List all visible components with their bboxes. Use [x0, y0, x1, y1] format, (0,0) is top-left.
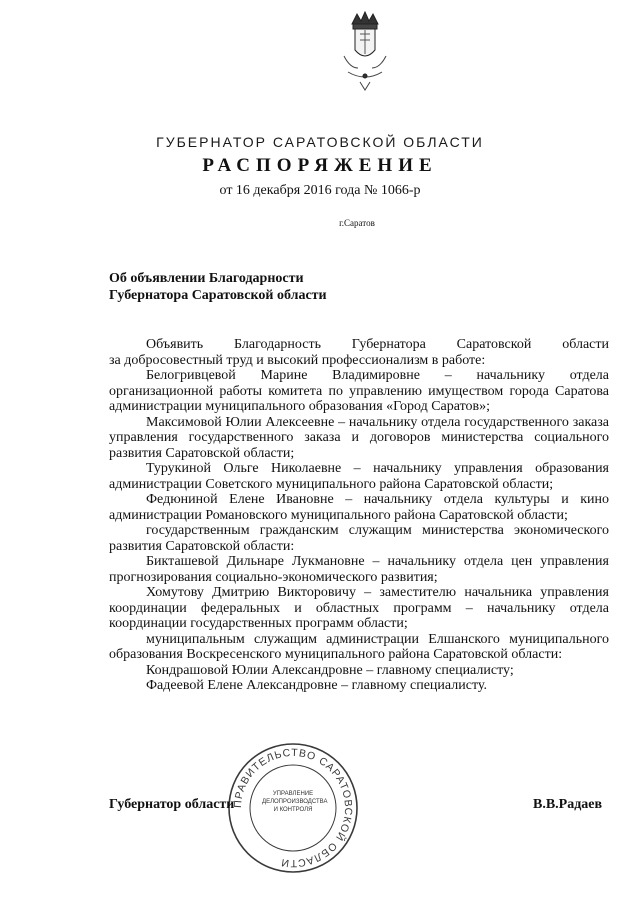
award-paragraph: Федюниной Елене Ивановне – начальнику отдела культуры и кино администрации Романовского муниципального района Саратовской области; — [109, 492, 609, 523]
document-body — [109, 337, 609, 694]
award-paragraph: Белогривцевой Марине Владимировне – начальнику отдела организационной работы комитета по управлению имуществом города Саратова администрации муниципального образования «Город Саратов»; — [109, 368, 609, 414]
subject-line: Об объявлении Благодарности — [109, 271, 304, 286]
stamp-ring-text: ПРАВИТЕЛЬСТВО САРАТОВСКОЙ ОБЛАСТИ — [231, 746, 355, 870]
award-paragraph: Максимовой Юлии Алексеевне – начальнику отдела государственного заказа управления государственного заказа и договоров министерства социального развития Саратовской области; — [109, 414, 609, 461]
award-paragraph: Бикташевой Дильнаре Лукмановне – начальнику отдела цен управления прогнозирования социально-экономического развития; — [109, 554, 609, 585]
award-paragraph: Хомутову Дмитрию Викторовичу – заместителю начальника управления координации федеральных и областных программ – начальнику отдела координации государственных программ области; — [109, 585, 609, 631]
group-heading: муниципальным служащим администрации Елшанского муниципального образования Воскресенского муниципального района Саратовской области: — [109, 631, 609, 662]
document-type: РАСПОРЯЖЕНИЕ — [202, 155, 438, 176]
document-date-number: от 16 декабря 2016 года № 1066-р — [219, 183, 421, 198]
body-intro: Объявить Благодарность Губернатора Саратовской области — [146, 337, 609, 352]
issuing-authority: ГУБЕРНАТОР САРАТОВСКОЙ ОБЛАСТИ — [156, 134, 484, 150]
document-city: г.Саратов — [339, 218, 375, 228]
signatory-name: В.В.Радаев — [533, 797, 603, 812]
subject-line: Губернатора Саратовской области — [109, 288, 327, 303]
coat-of-arms-emblem — [330, 10, 400, 92]
award-paragraph: Фадеевой Елене Александровне – главному специалисту. — [146, 678, 487, 693]
award-paragraph: Кондрашовой Юлии Александровне – главному специалисту; — [146, 662, 514, 678]
group-heading: государственным гражданским служащим министерства экономического развития Саратовской области: — [109, 523, 609, 554]
document-subject — [109, 270, 327, 304]
body-intro-continued: за добросовестный труд и высокий профессионализм в работе: — [109, 352, 486, 368]
stamp-center-text: УПРАВЛЕНИЕ ДЕЛОПРОИЗВОДСТВА И КОНТРОЛЯ — [262, 791, 328, 813]
award-paragraph: Турукиной Ольге Николаевне – начальнику управления образования администрации Советского муниципального района Саратовской области; — [109, 461, 609, 492]
signatory-title: Губернатор области — [109, 797, 235, 812]
